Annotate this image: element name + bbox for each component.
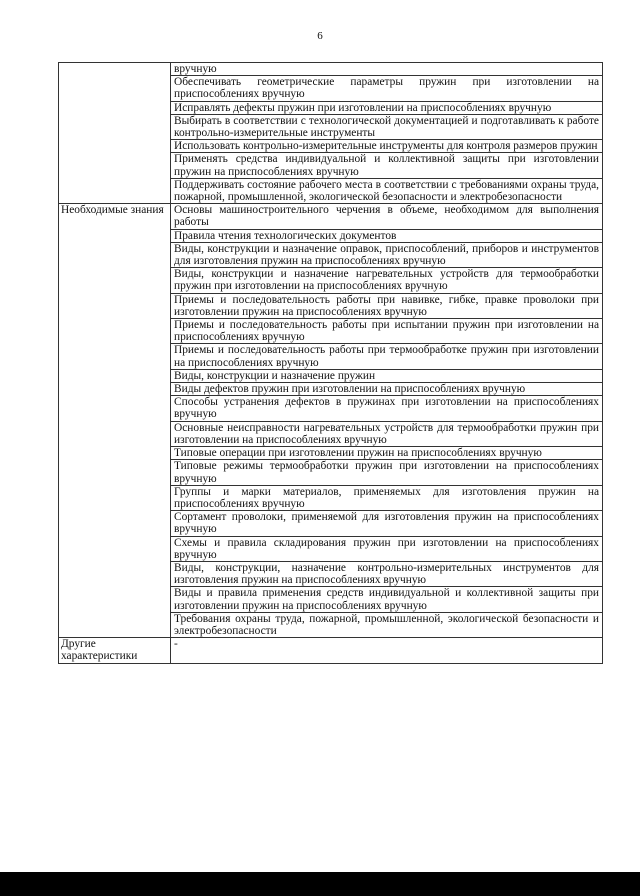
requirement-item: Обеспечивать геометрические параметры пружин при изготовлении на приспособлениях вручную bbox=[171, 76, 603, 101]
requirement-item: Типовые режимы термообработки пружин при изготовлении на приспособлениях вручную bbox=[171, 460, 603, 485]
table-body bbox=[59, 63, 603, 664]
table-row bbox=[59, 204, 603, 229]
requirement-item: вручную bbox=[171, 63, 603, 76]
requirement-item: Использовать контрольно-измерительные инструменты для контроля размеров пружин bbox=[171, 140, 603, 153]
section-heading: Необходимые знания bbox=[59, 204, 171, 638]
table-row bbox=[59, 63, 603, 76]
page-number: 6 bbox=[317, 30, 323, 42]
section-heading: Другие характеристики bbox=[59, 638, 171, 663]
requirement-item: Виды дефектов пружин при изготовлении на приспособлениях вручную bbox=[171, 383, 603, 396]
requirement-item: Виды, конструкции и назначение оправок, приспособлений, приборов и инструментов для изготовления пружин на приспособлениях вручную bbox=[171, 242, 603, 267]
requirement-item: Виды, конструкции и назначение пружин bbox=[171, 369, 603, 382]
requirement-item: Поддерживать состояние рабочего места в соответствии с требованиями охраны труда, пожарной, промышленной, экологической безопасности и электробезопасности bbox=[171, 178, 603, 203]
requirement-item: Исправлять дефекты пружин при изготовлении на приспособлениях вручную bbox=[171, 101, 603, 114]
requirement-item: Типовые операции при изготовлении пружин на приспособлениях вручную bbox=[171, 447, 603, 460]
requirement-item: Выбирать в соответствии с технологической документацией и подготавливать к работе контрольно-измерительные инструменты bbox=[171, 114, 603, 139]
requirement-item: Правила чтения технологических документов bbox=[171, 229, 603, 242]
section-heading bbox=[59, 63, 171, 204]
table-row bbox=[59, 638, 603, 663]
requirement-item: Виды и правила применения средств индивидуальной и коллективной защиты при изготовлении пружин на приспособлениях вручную bbox=[171, 587, 603, 612]
scan-bottom-edge bbox=[0, 872, 640, 896]
requirement-item: Сортамент проволоки, применяемой для изготовления пружин на приспособлениях вручную bbox=[171, 511, 603, 536]
requirement-item: Виды, конструкции и назначение нагревательных устройств для термообработки пружин при изготовлении на приспособлениях вручную bbox=[171, 268, 603, 293]
requirement-item: Требования охраны труда, пожарной, промышленной, экологической безопасности и электробезопасности bbox=[171, 612, 603, 637]
requirement-item: Способы устранения дефектов в пружинах при изготовлении на приспособлениях вручную bbox=[171, 396, 603, 421]
specification-table bbox=[58, 62, 603, 664]
requirement-item: - bbox=[171, 638, 603, 663]
requirement-item: Приемы и последовательность работы при испытании пружин при изготовлении на приспособлениях вручную bbox=[171, 319, 603, 344]
requirement-item: Виды, конструкции, назначение контрольно-измерительных инструментов для изготовления пружин на приспособлениях вручную bbox=[171, 561, 603, 586]
requirement-item: Применять средства индивидуальной и коллективной защиты при изготовлении пружин на приспособлениях вручную bbox=[171, 153, 603, 178]
requirement-item: Основные неисправности нагревательных устройств для термообработки пружин при изготовлении на приспособлениях вручную bbox=[171, 421, 603, 446]
requirement-item: Группы и марки материалов, применяемых для изготовления пружин на приспособлениях вручную bbox=[171, 485, 603, 510]
requirement-item: Основы машиностроительного черчения в объеме, необходимом для выполнения работы bbox=[171, 204, 603, 229]
requirement-item: Приемы и последовательность работы при навивке, гибке, правке проволоки при изготовлении пружин на приспособлениях вручную bbox=[171, 293, 603, 318]
requirement-item: Приемы и последовательность работы при термообработке пружин при изготовлении на приспособлениях вручную bbox=[171, 344, 603, 369]
requirement-item: Схемы и правила складирования пружин при изготовлении на приспособлениях вручную bbox=[171, 536, 603, 561]
